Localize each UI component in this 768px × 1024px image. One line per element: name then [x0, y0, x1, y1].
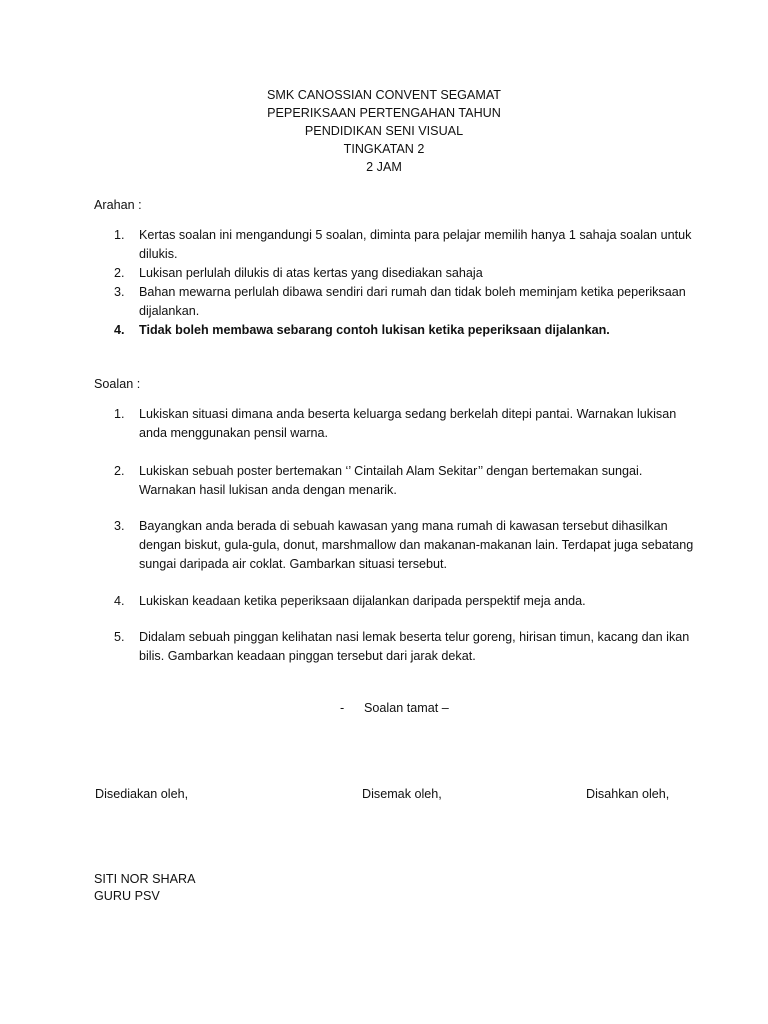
end-text: Soalan tamat –	[364, 701, 449, 715]
question-number: 4.	[114, 594, 125, 608]
instruction-text: Tidak boleh membawa sebarang contoh lukisan ketika peperiksaan dijalankan.	[139, 323, 610, 337]
question-text: Lukiskan keadaan ketika peperiksaan dijalankan daripada perspektif meja anda.	[139, 594, 586, 608]
instructions-list	[114, 226, 694, 340]
author-block	[94, 871, 195, 905]
instruction-text: Bahan mewarna perlulah dibawa sendiri dari rumah dan tidak boleh meminjam ketika peperiksaan dijalankan.	[139, 285, 686, 318]
question-item	[114, 628, 694, 666]
exam-duration: 2 JAM	[366, 160, 402, 174]
form-level: TINGKATAN 2	[343, 142, 425, 156]
subject-name: PENDIDIKAN SENI VISUAL	[304, 124, 464, 138]
question-number: 5.	[114, 630, 125, 644]
paper-header	[0, 86, 768, 176]
approved-by-label: Disahkan oleh,	[586, 787, 670, 801]
question-number: 1.	[114, 407, 125, 421]
school-name: SMK CANOSSIAN CONVENT SEGAMAT	[267, 88, 501, 102]
instruction-number: 2.	[114, 266, 125, 280]
questions-list	[114, 592, 694, 611]
instructions-label: Arahan :	[94, 198, 142, 212]
exam-name: PEPERIKSAAN PERTENGAHAN TAHUN	[267, 106, 501, 120]
question-text: Lukiskan sebuah poster bertemakan ‘’ Cintailah Alam Sekitar’’ dengan bertemakan sungai. Warnakan hasil lukisan anda dengan menarik.	[139, 464, 643, 497]
instruction-text: Lukisan perlulah dilukis di atas kertas yang disediakan sahaja	[139, 266, 483, 280]
question-item	[114, 462, 694, 500]
end-dash: -	[340, 701, 345, 715]
instruction-item	[114, 226, 694, 264]
instruction-number: 4.	[114, 323, 125, 337]
question-number: 3.	[114, 519, 125, 533]
checked-by-label: Disemak oleh,	[362, 787, 442, 801]
instruction-text: Kertas soalan ini mengandungi 5 soalan, diminta para pelajar memilih hanya 1 sahaja soalan untuk dilukis.	[139, 228, 692, 261]
question-item	[114, 592, 694, 611]
questions-list	[114, 462, 694, 500]
instruction-number: 1.	[114, 228, 125, 242]
question-number: 2.	[114, 464, 125, 478]
question-text: Bayangkan anda berada di sebuah kawasan yang mana rumah di kawasan tersebut dihasilkan dengan biskut, gula-gula, donut, marshmallow dan makanan-makanan lain. Terdapat juga sebatang sungai daripada air coklat. Gambarkan situasi tersebut.	[139, 519, 694, 571]
question-text: Didalam sebuah pinggan kelihatan nasi lemak beserta telur goreng, hirisan timun, kacang dan ikan bilis. Gambarkan keadaan pinggan tersebut dari jarak dekat.	[139, 630, 690, 663]
instruction-item	[114, 321, 694, 340]
instruction-number: 3.	[114, 285, 125, 299]
instruction-item	[114, 283, 694, 321]
author-name: SITI NOR SHARA	[94, 872, 196, 886]
questions-label: Soalan :	[94, 377, 141, 391]
question-item	[114, 517, 694, 574]
question-item	[114, 405, 694, 443]
instruction-item	[114, 264, 694, 283]
questions-list	[114, 405, 694, 443]
questions-list	[114, 628, 694, 666]
question-text: Lukiskan situasi dimana anda beserta keluarga sedang berkelah ditepi pantai. Warnakan lukisan anda menggunakan pensil warna.	[139, 407, 677, 440]
prepared-by-label: Disediakan oleh,	[95, 787, 189, 801]
author-title: GURU PSV	[94, 889, 160, 903]
questions-list	[114, 517, 694, 574]
